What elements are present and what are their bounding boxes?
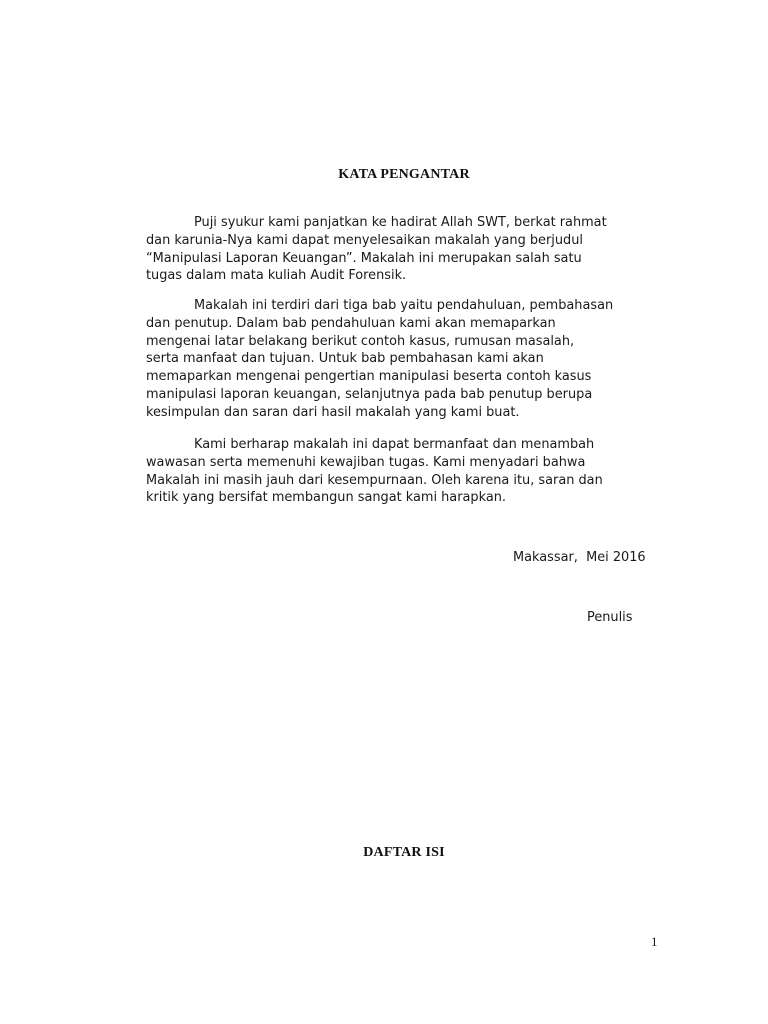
paragraph-line: tugas dalam mata kuliah Audit Forensik. [146,268,407,284]
paragraph-line: Makalah ini masih jauh dari kesempurnaan. Oleh karena itu, saran dan [146,472,603,488]
paragraph-line: wawasan serta memenuhi kewajiban tugas. Kami menyadari bahwa [146,454,586,470]
paragraph-line: kritik yang bersifat membangun sangat kami harapkan. [146,490,506,506]
section-heading: DAFTAR ISI [363,845,445,860]
paragraph-line: dan penutup. Dalam bab pendahuluan kami akan memaparkan [146,315,556,331]
page-title: KATA PENGANTAR [338,167,470,182]
paragraph-3 [146,436,666,507]
author-signature-label: Penulis [587,610,633,625]
paragraph-line: kesimpulan dan saran dari hasil makalah yang kami buat. [146,404,520,420]
paragraph-1 [146,214,666,285]
paragraph-line: Kami berharap makalah ini dapat bermanfaat dan menambah [194,437,595,452]
paragraph-line: Makalah ini terdiri dari tiga bab yaitu pendahuluan, pembahasan [194,298,614,313]
paragraph-line: mengenai latar belakang berikut contoh kasus, rumusan masalah, [146,333,575,349]
paragraph-line: Puji syukur kami panjatkan ke hadirat Allah SWT, berkat rahmat [194,215,607,230]
paragraph-line: dan karunia-Nya kami dapat menyelesaikan makalah yang berjudul [146,232,583,248]
paragraph-line: manipulasi laporan keuangan, selanjutnya pada bab penutup berupa [146,386,593,402]
paragraph-line: “Manipulasi Laporan Keuangan”. Makalah ini merupakan salah satu [146,250,582,266]
page-number: 1 [651,934,658,949]
place-date: Makassar, Mei 2016 [513,550,646,565]
paragraph-line: memaparkan mengenai pengertian manipulasi beserta contoh kasus [146,369,592,385]
paragraph-2 [146,297,666,422]
paragraph-line: serta manfaat dan tujuan. Untuk bab pembahasan kami akan [146,351,544,367]
